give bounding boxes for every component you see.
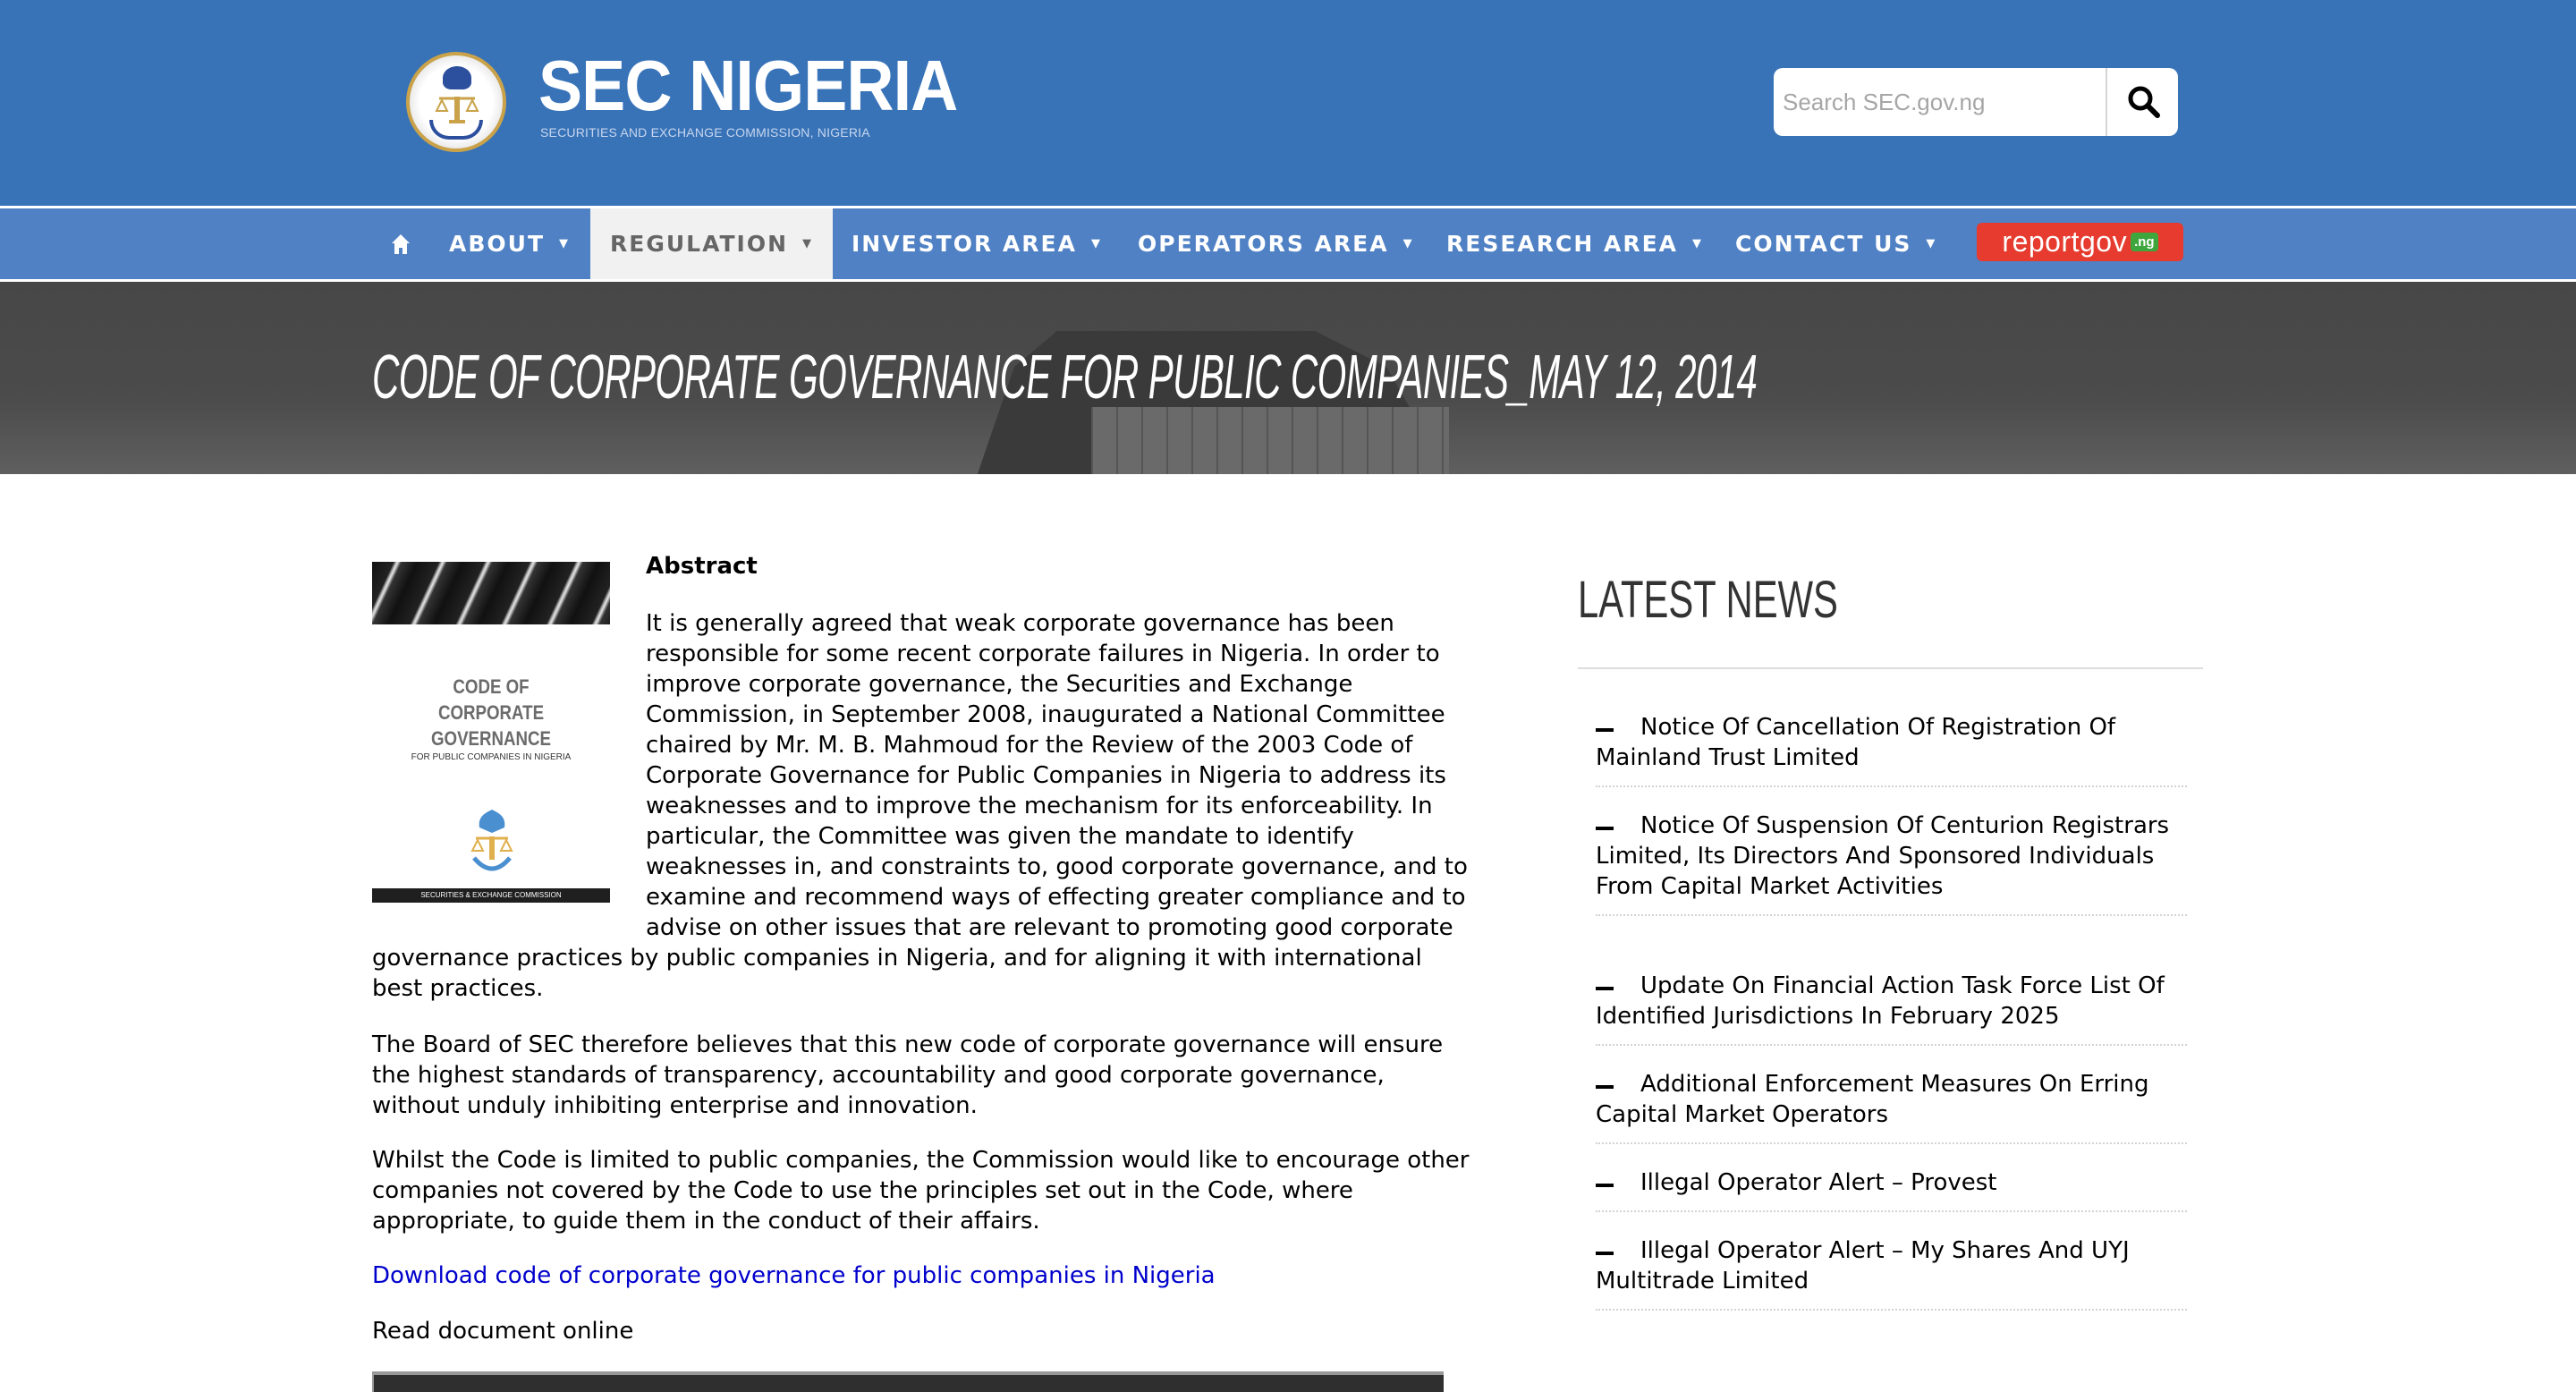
caret-down-icon: ▼ [1926, 237, 1936, 250]
search-box [1774, 68, 2178, 136]
cover-title-line: CODE OF [453, 675, 530, 698]
site-header [0, 0, 2576, 206]
nav-item-contact-us[interactable] [1735, 208, 1935, 279]
abstract-paragraph-2: The Board of SEC therefore believes that this new code of corporate governance will ensure the highest standards of transparency, accountability and good corporate governance, without unduly inhibiting enterprise and innovation. [372, 1031, 1444, 1119]
dash-icon [1596, 987, 1614, 990]
nav-item-label: CONTACT US [1735, 231, 1912, 257]
page-banner [0, 282, 2576, 474]
search-input[interactable] [1774, 68, 2105, 136]
caret-down-icon: ▼ [1692, 237, 1702, 250]
cover-float-spacer [372, 608, 646, 921]
nav-item-label: INVESTOR AREA [852, 231, 1077, 257]
sidebar-divider [1578, 667, 2203, 669]
news-link[interactable]: Update On Financial Action Task Force List Of Identified Jurisdictions In February 2025 [1596, 972, 2165, 1030]
cover-title-line: CORPORATE [437, 701, 545, 724]
reportgov-badge[interactable] [1977, 223, 2183, 261]
seal-ribbon [429, 120, 483, 140]
cover-footer: SECURITIES & EXCHANGE COMMISSION [372, 888, 610, 903]
news-item[interactable] [1596, 1167, 2187, 1212]
site-logo-title[interactable]: SEC NIGERIA [538, 46, 958, 125]
nav-item-about[interactable] [429, 208, 588, 279]
news-link[interactable]: Illegal Operator Alert – Provest [1640, 1169, 1997, 1196]
news-item[interactable] [1596, 712, 2187, 787]
search-button[interactable] [2106, 68, 2178, 136]
caret-down-icon: ▼ [1090, 237, 1100, 250]
sec-seal-logo[interactable] [406, 52, 506, 152]
news-link[interactable]: Notice Of Suspension Of Centurion Registrars Limited, Its Directors And Sponsored Individuals From Capital Market Activities [1596, 812, 2170, 900]
dash-icon [1596, 1252, 1614, 1255]
news-item[interactable] [1596, 1235, 2187, 1311]
abstract-heading: Abstract [646, 553, 758, 580]
nav-item-label: ABOUT [449, 231, 546, 257]
nav-item-investor-area[interactable] [852, 208, 1100, 279]
cover-title-line: GOVERNANCE [430, 727, 552, 750]
dash-icon [1596, 1184, 1614, 1187]
dash-icon [1596, 827, 1614, 830]
search-icon [2126, 84, 2162, 120]
home-icon [391, 233, 411, 255]
nav-item-label: OPERATORS AREA [1138, 231, 1389, 257]
news-item[interactable] [1596, 971, 2187, 1046]
site-logo-subtitle: SECURITIES AND EXCHANGE COMMISSION, NIGERIA [540, 125, 870, 140]
caret-down-icon: ▼ [559, 237, 569, 250]
latest-news-heading: LATEST NEWS [1578, 571, 1838, 629]
abstract-paragraph-1 [372, 608, 1474, 1004]
abstract-paragraph-3: Whilst the Code is limited to public companies, the Commission would like to encourage other companies not covered by the Code to use the principles set out in the Code, where appropriate, to guide them in the conduct of their affairs. [372, 1147, 1470, 1235]
eagle-emblem-icon [443, 66, 471, 89]
reportgov-text: reportgov [2002, 225, 2128, 258]
read-online-label: Read document online [372, 1318, 634, 1345]
main-navigation [0, 208, 2576, 279]
caret-down-icon: ▼ [1402, 237, 1412, 250]
dash-icon [1596, 728, 1614, 732]
page-title: CODE OF CORPORATE GOVERNANCE FOR PUBLIC COMPANIES_MAY 12, 2014 [372, 342, 1758, 412]
cover-subtitle: FOR PUBLIC COMPANIES IN NIGERIA [411, 752, 572, 762]
nav-item-label: RESEARCH AREA [1446, 231, 1679, 257]
dash-icon [1596, 1085, 1614, 1089]
download-link[interactable]: Download code of corporate governance for public companies in Nigeria [372, 1262, 1216, 1289]
news-item[interactable] [1596, 811, 2187, 916]
nav-item-regulation[interactable] [590, 208, 833, 279]
nav-home[interactable] [390, 208, 411, 279]
document-viewer[interactable] [372, 1371, 1444, 1392]
news-link[interactable]: Additional Enforcement Measures On Erring Capital Market Operators [1596, 1071, 2149, 1128]
nav-item-research-area[interactable] [1446, 208, 1701, 279]
news-link[interactable]: Notice Of Cancellation Of Registration Of Mainland Trust Limited [1596, 714, 2116, 771]
news-item[interactable] [1596, 1069, 2187, 1144]
caret-down-icon: ▼ [802, 237, 812, 250]
nav-item-operators-area[interactable] [1138, 208, 1412, 279]
news-link[interactable]: Illegal Operator Alert – My Shares And UYJ Multitrade Limited [1596, 1237, 2130, 1294]
reportgov-suffix: .ng [2131, 233, 2158, 251]
nav-item-label: REGULATION [610, 231, 789, 257]
paragraph-text: It is generally agreed that weak corporate governance has been responsible for some recent corporate failures in Nigeria. In order to improve corporate governance, the Securities and Exchange Commission, in September 2008, inaugurated a National Committee chaired by Mr. M. B. Mahmoud for the Review of the 2003 Code of Corporate Governance for Public Companies in Nigeria to address its weaknesses and to improve the mechanism for its enforceability. In particular, the Committee was given the mandate to identify weaknesses in, and constraints to, good corporate governance, and to examine and recommend ways of effecting greater compliance and to advise on other issues that are relevant to promoting good corporate governance practices by public companies in Nigeria, and for aligning it with international best practices. [372, 610, 1468, 1002]
